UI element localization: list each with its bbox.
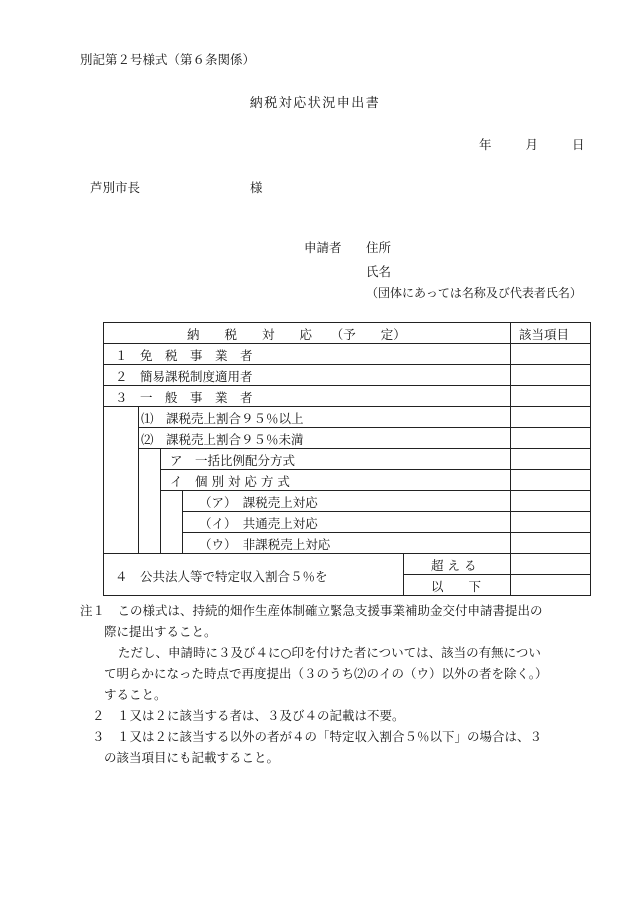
- honorific: 様: [250, 180, 263, 195]
- note-1: 注１ この様式は、持続的畑作生産体制確立緊急支援事業補助金交付申請書提出の: [80, 603, 543, 618]
- row-tax-exempt: １ 免 税 事 業 者: [115, 348, 253, 363]
- date-line: [479, 135, 584, 153]
- row-simplified: ２ 簡易課税制度適用者: [115, 369, 253, 384]
- tax-status-table: [103, 322, 591, 596]
- note-1-however-end: すること。: [104, 687, 167, 702]
- row-nontaxable-sales: （ウ） 非課税売上対応: [199, 537, 331, 552]
- note-3-cont: の該当項目にも記載すること。: [104, 750, 280, 765]
- note-2: ２ １又は２に該当する者は、３及び４の記載は不要。: [92, 708, 405, 723]
- table-header-main: 納 税 対 応 （予 定）: [187, 327, 406, 342]
- page-title: 納税対応状況申出書: [249, 96, 381, 111]
- addressee: 芦別市長: [90, 180, 141, 195]
- note-3: ３ １又は２に該当する以外の者が４の「特定収入割合５％以下」の場合は、３: [92, 729, 543, 744]
- note-1-cont: 際に提出すること。: [104, 624, 217, 639]
- row-public-corp: ４ 公共法人等で特定収入割合５％を: [115, 569, 328, 584]
- address-label: 住所: [366, 240, 392, 255]
- row-general: ３ 一 般 事 業 者: [115, 390, 253, 405]
- row-ratio-over-95: ⑴ 課税売上割合９５％以上: [141, 411, 304, 426]
- note-1-however: ただし、申請時に３及び４に○印を付けた者については、該当の有無につい: [118, 645, 541, 660]
- row-individual: イ 個 別 対 応 方 式: [170, 474, 290, 489]
- row-taxable-sales: （ア） 課税売上対応: [199, 495, 318, 510]
- date-month: 月: [525, 137, 538, 152]
- form-number: 別記第２号様式（第６条関係）: [80, 52, 256, 67]
- exceed-label: 超 え る: [431, 558, 477, 573]
- row-ratio-under-95: ⑵ 課税売上割合９５％未満: [141, 432, 304, 447]
- below-label: 以 下: [431, 579, 482, 594]
- note-1-however-cont: て明らかになった時点で再度提出（３のうち⑵のイの（ウ）以外の者を除く。）: [104, 666, 548, 681]
- applicant-label: 申請者: [304, 240, 342, 255]
- date-year: 年: [479, 137, 492, 152]
- row-lump-sum: ア 一括比例配分方式: [170, 453, 296, 468]
- group-note: （団体にあっては名称及び代表者氏名）: [366, 286, 582, 300]
- row-common-sales: （イ） 共通売上対応: [199, 516, 318, 531]
- date-day: 日: [571, 137, 585, 152]
- name-label: 氏名: [366, 264, 392, 279]
- table-header-side: 該当項目: [519, 327, 570, 342]
